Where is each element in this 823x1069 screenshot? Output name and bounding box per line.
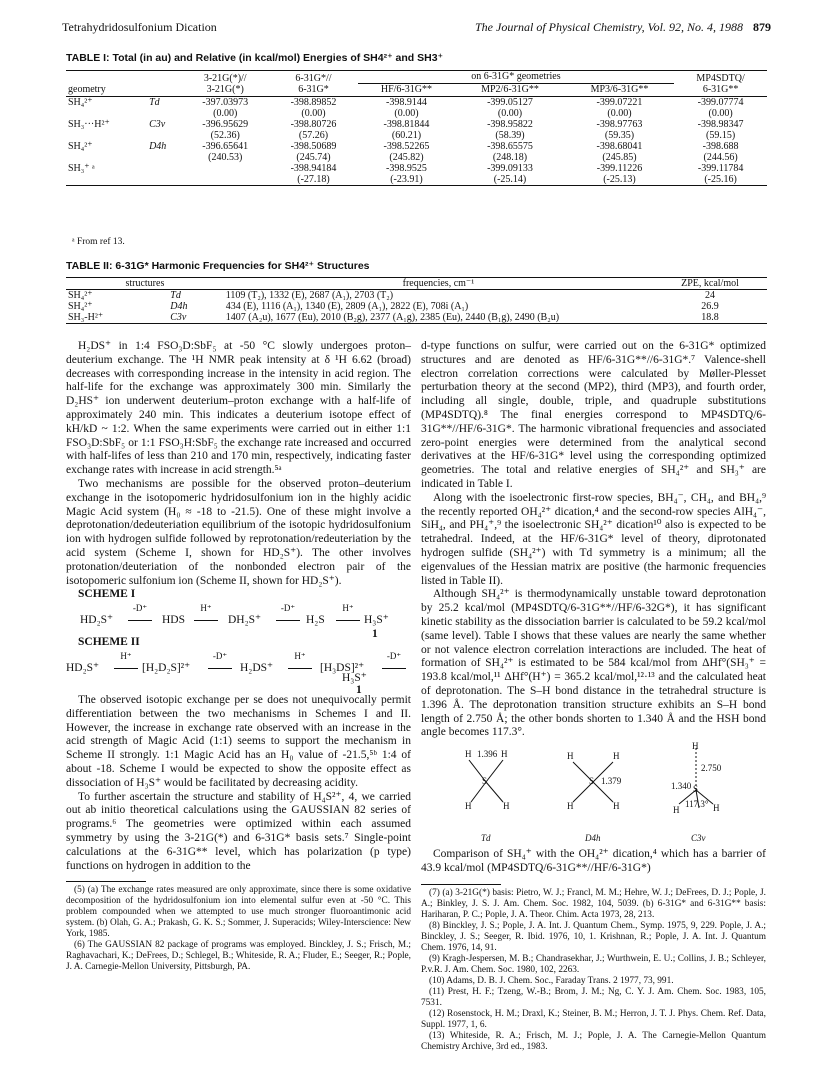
table-row (66, 97, 767, 109)
energy-cell: -396.65641 (202, 141, 249, 152)
page-number: 879 (753, 20, 771, 34)
footnote-12: (12) Rosenstock, H. M.; Draxl, K.; Steiner, B. M.; Herron, J. T. J. Phys. Chem. Ref. Data, Suppl. 1977, 1, 6. (421, 1008, 766, 1030)
atom-h: H (465, 749, 472, 760)
relative-energy-cell: (240.53) (208, 152, 243, 163)
atom-s: S (589, 776, 595, 787)
table-row-relative (66, 130, 767, 141)
energy-cell: -399.11226 (596, 163, 643, 174)
t2-col-structures: structures (66, 278, 224, 290)
species: [H₂D₂S]²⁺ (142, 661, 191, 674)
reaction-arrow-label: -D⁺ (128, 602, 152, 621)
energy-cell: -399.11784 (697, 163, 744, 174)
energy-cell: -398.97763 (596, 119, 643, 130)
relative-energy-cell: (0.00) (607, 108, 632, 119)
scheme2-title: SCHEME II (78, 636, 140, 649)
table-row-relative (66, 174, 767, 186)
left-column (66, 340, 411, 973)
energy-cell: -397.03973 (202, 97, 249, 108)
paragraph: To further ascertain the structure and stability of H₄S²⁺, 4, we carried out ab initio theoretical calculations using the GAUSSIAN 82 series of programs.⁶ The geometries were optimized within each assumed symmetry by using the 3-21G(*) and 6-31G* basis sets.⁷ Single-point calculations at the 6-31G** level, which has polarization (p type) functions on hydrogen in addition to the (66, 790, 411, 872)
relative-energy-cell: (52.36) (210, 130, 240, 141)
energy-cell: -398.94184 (290, 163, 337, 174)
frequencies-cell: 434 (E), 1116 (A₁), 1340 (E), 2809 (A₁), 2822 (E), 708i (A₁) (225, 301, 469, 312)
paragraph: Two mechanisms are possible for the observed proton–deuterium exchange in the isotopomeric hydridosulfonium ion in the highly acidic Magic Acid system (H₀ ≈ -18 to -21.5). One of these might involve a deprotonation/dedeuteriation equilibrium of the isotopic hydridosulfonium ion with hydrogen sulfide followed by reprotonation/redeuteriation by the acid system (Scheme I, shown for HD₂S⁺). The other involves protonation/deuteriation of the nonbonded electron pair of the isotopomeric sulfonium ion (Scheme II, shown for HD₂S⁺). (66, 477, 411, 587)
right-footnotes (421, 888, 766, 1053)
energy-cell: -399.09133 (487, 163, 533, 174)
energy-cell: -399.05127 (487, 97, 533, 108)
energy-cell: -398.98347 (697, 119, 744, 130)
symmetry-cell: Td (149, 97, 160, 108)
bond-length-label: 1.340 (671, 781, 692, 792)
relative-energy-cell: (0.00) (497, 108, 523, 119)
table-row (66, 301, 767, 312)
reaction-arrow-label: -D⁺ (382, 650, 406, 669)
reaction-arrow-label: H⁺ (336, 602, 360, 621)
paragraph: Along with the isoelectronic first-row species, BH₄⁻, CH₄, and BH₄,⁹ the recently reported OH₄²⁺ dication,⁴ and the second-row species AlH₄⁻, SiH₄, and PH₄⁺,⁹ the isoelectronic SH₄²⁺ dication¹⁰ also is expected to be tetrahedral. Indeed, at the HF/6-31G* level of theory, diprotonated hydrogen sulfide (SH₄²⁺) with Td symmetry is a minimum; all the eigenvalues of the Hessian matrix are positive (the harmonic frequencies listed in Table II). (421, 491, 766, 587)
structure-cell: SH₄²⁺ (68, 290, 93, 301)
compound-number: 1 (372, 628, 378, 641)
species: [H₃DS]²⁺ (320, 661, 365, 674)
compound-number: 1 (356, 683, 362, 696)
t1-col-c: HF/6-31G** (380, 84, 432, 95)
energy-cell: -398.89852 (290, 97, 337, 108)
species: HDS (162, 614, 186, 627)
symmetry-cell: Td (170, 290, 181, 301)
energy-cell: -398.52265 (383, 141, 430, 152)
relative-energy-cell: (-25.14) (493, 174, 527, 185)
table1-footnote: ᵃ From ref 13. (72, 237, 125, 247)
relative-energy-cell: (-27.18) (297, 174, 330, 185)
species: HD₂S⁺ (66, 661, 100, 674)
energy-cell: -396.95629 (202, 119, 249, 130)
zpe-cell: 18.8 (701, 312, 719, 323)
species: DH₂S⁺ (228, 614, 262, 627)
table-row-relative (66, 152, 767, 163)
table-row (66, 141, 767, 152)
atom-h: H (613, 751, 620, 762)
bond-length-label: 1.379 (601, 776, 622, 787)
species: H₂DS⁺ (240, 661, 274, 674)
reaction-arrow-label: -D⁺ (276, 602, 300, 621)
footnote-6: (6) The GAUSSIAN 82 package of programs was employed. Binckley, J. S.; Frisch, M.; Raghavachari, K.; DeFrees, D.; Schlegel, B.; Whiteside, R. A.; Fluder, E.; Seeger, R.; Pople, J. A. Carnegie-Mellon University, Pittsburgh, PA. (66, 940, 411, 973)
molecule-structures (421, 740, 766, 848)
paragraph: The observed isotopic exchange per se does not unequivocally permit differentiation between the two mechanisms in Schemes I and II. However, the increase in exchange rate observed with an increase in the acid strength of Magic Acid (1:1) seems to support the mechanism in Scheme II strongly. 1:1 Magic Acid has an H₀ value of -21.5,⁵ᵇ 1:4 of about -18. Scheme I would be expected to show the opposite effect as dissociation of H₃S⁺ would be facilitated by decreasing acidity. (66, 693, 411, 789)
header-title: Tetrahydridosulfonium Dication (62, 20, 217, 34)
atom-h: H (503, 801, 510, 812)
footnote-11: (11) Prest, H. F.; Tzeng, W.-B.; Brom, J. M.; Ng, C. Y. J. Am. Chem. Soc. 1983, 105, 7531. (421, 986, 766, 1008)
footnote-9: (9) Kragh-Jespersen, M. B.; Chandrasekhar, J.; Wurthwein, E. U.; Collins, J. B.; Schleyer, P.v.R. J. Am. Chem. Soc. 1980, 102, 2263. (421, 953, 766, 975)
species: H₃S⁺ (342, 671, 367, 684)
relative-energy-cell: (-23.91) (390, 174, 423, 185)
table-row (66, 119, 767, 130)
reaction-arrow-label: H⁺ (194, 602, 218, 621)
label-td: Td (481, 833, 491, 844)
t1-col-a: 3-21G(*)// 3-21G(*) (203, 73, 247, 95)
relative-energy-cell: (245.85) (602, 152, 637, 163)
t1-col-d: MP2/6-31G** (481, 84, 539, 95)
reaction-arrow-label: H⁺ (114, 650, 138, 669)
energy-cell: -398.50689 (290, 141, 337, 152)
footnote-13: (13) Whiteside, R. A.; Frisch, M. J.; Pople, J. A. The Carnegie-Mellon Quantum Chemistry Archive, 3rd ed., 1983. (421, 1030, 766, 1052)
geometry-cell: SH₃⁺ ᵃ (68, 163, 95, 174)
energy-cell: -398.65575 (487, 141, 533, 152)
table1 (66, 70, 767, 186)
table-row-relative (66, 108, 767, 119)
symmetry-cell: C3v (149, 119, 166, 130)
t1-span-header: on 6-31G* geometries (358, 71, 675, 84)
atom-h: H (501, 749, 508, 760)
reaction-arrow-label: H⁺ (288, 650, 312, 669)
relative-energy-cell: (0.00) (301, 108, 326, 119)
relative-energy-cell (181, 174, 269, 186)
atom-h: H (567, 801, 574, 812)
relative-energy-cell: (245.82) (389, 152, 424, 163)
atom-s: S (482, 776, 488, 787)
relative-energy-cell: (-25.13) (603, 174, 636, 185)
footnote-8: (8) Binckley, J. S.; Pople, J. A. Int. J. Quantum Chem., Symp. 1975, 9, 229. Pople, J. A.; Binckley, J. S.; Seeger, R. Ibid. 1976, 10, 1. Krishnan, R.; Pople, J. A. Int. J. Quantum Chem. 1976, 14, 91. (421, 920, 766, 953)
paragraph: d-type functions on sulfur, were carried out on the 6-31G* optimized structures and are denoted as HF/6-31G**//6-31G*.⁷ Valence-shell electron correlation corrections were calculated by Møller-Plesset perturbation theory at the second (MP2), third (MP3), and fourth order, including all single, double, triple, and quadruple substitutions (MP4SDTQ).⁸ The final energies correspond to MP4SDTQ/6-31G**//HF/6-31G*. The harmonic vibrational frequencies and associated zero-point energies were determined from the analytical second derivatives at the HF/6-31G* level using the corresponding optimized geometries. The total and relative energies of SH₄²⁺ and SH₃⁺ are indicated in Table I. (421, 340, 766, 490)
atom-h: H (713, 803, 720, 814)
paragraph: Although SH₄²⁺ is thermodynamically unstable toward deprotonation by 25.2 kcal/mol (MP4SDTQ/6-31G**//HF/6-32G*), it has significant kinetic stability as the dissociation barrier is calculated to be 59.2 kcal/mol (same level). Table I shows that these values are nearly the same whether or not valence electron correlation interactions are included. The heat of formation of SH₄²⁺ is estimated to be 584 kcal/mol from ΔHf°(SH₃⁺ = 193.8 kcal/mol,¹¹ ΔHf°(H⁺) = 365.2 kcal/mol,¹²·¹³ and the calculated heat of deprotonation. The S–H bond distance in the tetrahedral structure is 1.396 Å. The deprotonation transition structure exhibits an S–H bond length of 2.750 Å; the other bonds shorten to 1.340 Å and the HSH bond angle becomes 117.3°. (421, 588, 766, 739)
zpe-cell: 26.9 (701, 301, 719, 312)
energy-cell (181, 163, 269, 174)
symmetry-cell: D4h (170, 301, 188, 312)
t1-col-e: MP3/6-31G** (590, 84, 649, 95)
header-journal: The Journal of Physical Chemistry, Vol. 92, No. 4, 1988 879 (475, 20, 771, 34)
energy-cell: -398.68041 (596, 141, 643, 152)
atom-h: H (465, 801, 472, 812)
atom-h: H (613, 801, 620, 812)
atom-h: H (567, 751, 574, 762)
atom-h: H (692, 741, 699, 752)
left-footnotes (66, 885, 411, 973)
relative-energy-cell: (0.00) (213, 108, 238, 119)
t2-col-frequencies: frequencies, cm⁻¹ (224, 278, 653, 290)
bond-length-label: 2.750 (701, 763, 722, 774)
scheme2-reaction (66, 650, 411, 694)
energy-cell: -398.688 (702, 141, 739, 152)
geometry-cell: SH₄²⁺ (68, 97, 93, 108)
t2-col-zpe: ZPE, kcal/mol (653, 278, 767, 290)
atom-s: S (693, 784, 699, 795)
footnote-7: (7) (a) 3-21G(*) basis: Pietro, W. J.; Francl, M. M.; Hehre, W. J.; DeFrees, D. J.; Pople, J. A.; Binkley, J. S. J. Am. Chem. Soc. 1982, 104, 5039. (b) 6-31G* and 6-31G** basis: Hariharan, P. C.; Pople, J. A. Theor. Chim. Acta 1973, 28, 213. (421, 887, 766, 920)
right-column (421, 340, 766, 1053)
energy-cell: -398.9525 (386, 163, 427, 174)
symmetry-cell (147, 163, 181, 174)
energy-cell: -398.95822 (487, 119, 533, 130)
energy-cell: -399.07774 (697, 97, 744, 108)
species: H₃S⁺ (364, 614, 389, 627)
structure-cell: SH₄²⁺ (68, 301, 93, 312)
t1-col-f: MP4SDTQ/ 6-31G** (696, 73, 745, 95)
paragraph: Comparison of SH₄⁺ with the OH₄²⁺ dication,⁴ which has a barrier of 43.9 kcal/mol (MP4SDTQ/6-31G**//HF/6-31G*) (421, 848, 766, 874)
symmetry-cell: C3v (170, 312, 187, 323)
table2-caption: TABLE II: 6-31G* Harmonic Frequencies for SH4²⁺ Structures (66, 260, 370, 272)
relative-energy-cell: (59.35) (604, 130, 635, 141)
energy-cell: -399.07221 (596, 97, 643, 108)
reaction-arrow-label: -D⁺ (208, 650, 232, 669)
scheme1-title: SCHEME I (78, 588, 136, 601)
bond-length-label: 1.396 (477, 749, 498, 760)
relative-energy-cell: (58.39) (495, 130, 525, 141)
bond-angle-label: 117.3° (685, 799, 709, 810)
atom-h: H (673, 805, 680, 816)
footnote-rule (421, 884, 501, 885)
frequencies-cell: 1109 (T₂), 1332 (E), 2687 (A₁), 2703 (T₂) (225, 290, 394, 301)
table1-caption: TABLE I: Total (in au) and Relative (in kcal/mol) Energies of SH4²⁺ and SH3⁺ (66, 52, 444, 64)
scheme1-reaction (66, 602, 411, 641)
geometry-cell: SH₄²⁺ (68, 141, 93, 152)
energy-cell: -398.81844 (383, 119, 430, 130)
species: H₂S (306, 614, 325, 627)
relative-energy-cell: (245.74) (296, 152, 331, 163)
running-header (62, 20, 771, 36)
frequencies-cell: 1407 (A₂u), 1677 (Eu), 2010 (B₂g), 2377 (A₁g), 2385 (Eu), 2440 (B₁g), 2490 (B₂u) (225, 312, 560, 323)
symmetry-cell: D4h (149, 141, 167, 152)
label-d4h: D4h (585, 833, 601, 844)
relative-energy-cell: (244.56) (703, 152, 738, 163)
t1-col-b: 6-31G*// 6-31G* (295, 73, 332, 95)
relative-energy-cell: (59.15) (706, 130, 736, 141)
energy-cell: -398.80726 (290, 119, 337, 130)
zpe-cell: 24 (705, 290, 715, 301)
relative-energy-cell: (-25.16) (704, 174, 737, 185)
table2 (66, 277, 767, 324)
footnote-10: (10) Adams, D. B. J. Chem. Soc., Faraday Trans. 2 1977, 73, 991. (429, 975, 674, 986)
t1-col-geometry: geometry (68, 84, 106, 95)
energy-cell: -398.9144 (386, 97, 427, 108)
table-row (66, 312, 767, 324)
table-row (66, 163, 767, 174)
label-c3v: C3v (691, 833, 706, 844)
structure-cell: SH₃-H²⁺ (68, 312, 104, 323)
paragraph: H₂DS⁺ in 1:4 FSO₃D:SbF₅ at -50 °C slowly undergoes proton–deuterium exchange. The ¹H NMR peak intensity at δ ¹H 6.62 (broad) decreases with corresponding increase in the intensity in acid region. The half-life for the exchange was approximately 300 min. Similarly the D₂HS⁺ ion underwent deuterium–proton exchange with a half-life of approximately 240 min. This indicates a deuterium isotope effect of kH/kD ~ 1:2. When the same experiments were carried out in either 1:1 FSO₃D:SbF₅ or 1:1 FSO₃H:SbF₅ the exchange rate increased and occurred with half-lifes of less than 210 and 170 min, respectively, indicating faster exchange rates with increase in acid strength.⁵ᵃ (66, 340, 411, 477)
species: HD₂S⁺ (80, 614, 114, 627)
footnote-5: (5) (a) The exchange rates measured are only approximate, since there is some oxidative decomposition of the hydridosulfonium ion into elemental sulfur even at -50 °C. This problem compounded when we attempted to use much stronger fluoroantimonic acid system. (b) Olah, G. A.; Prakash, G. K. S.; Sommer, J. Superacids; Wiley-Interscience: New York, 1985. (66, 885, 411, 940)
footnote-rule (66, 881, 146, 882)
relative-energy-cell: (0.00) (394, 108, 419, 119)
relative-energy-cell: (60.21) (391, 130, 422, 141)
geometry-cell: SH₃···H²⁺ (68, 119, 110, 130)
relative-energy-cell: (0.00) (708, 108, 733, 119)
relative-energy-cell: (248.18) (492, 152, 528, 163)
table-row (66, 290, 767, 302)
relative-energy-cell: (57.26) (298, 130, 329, 141)
